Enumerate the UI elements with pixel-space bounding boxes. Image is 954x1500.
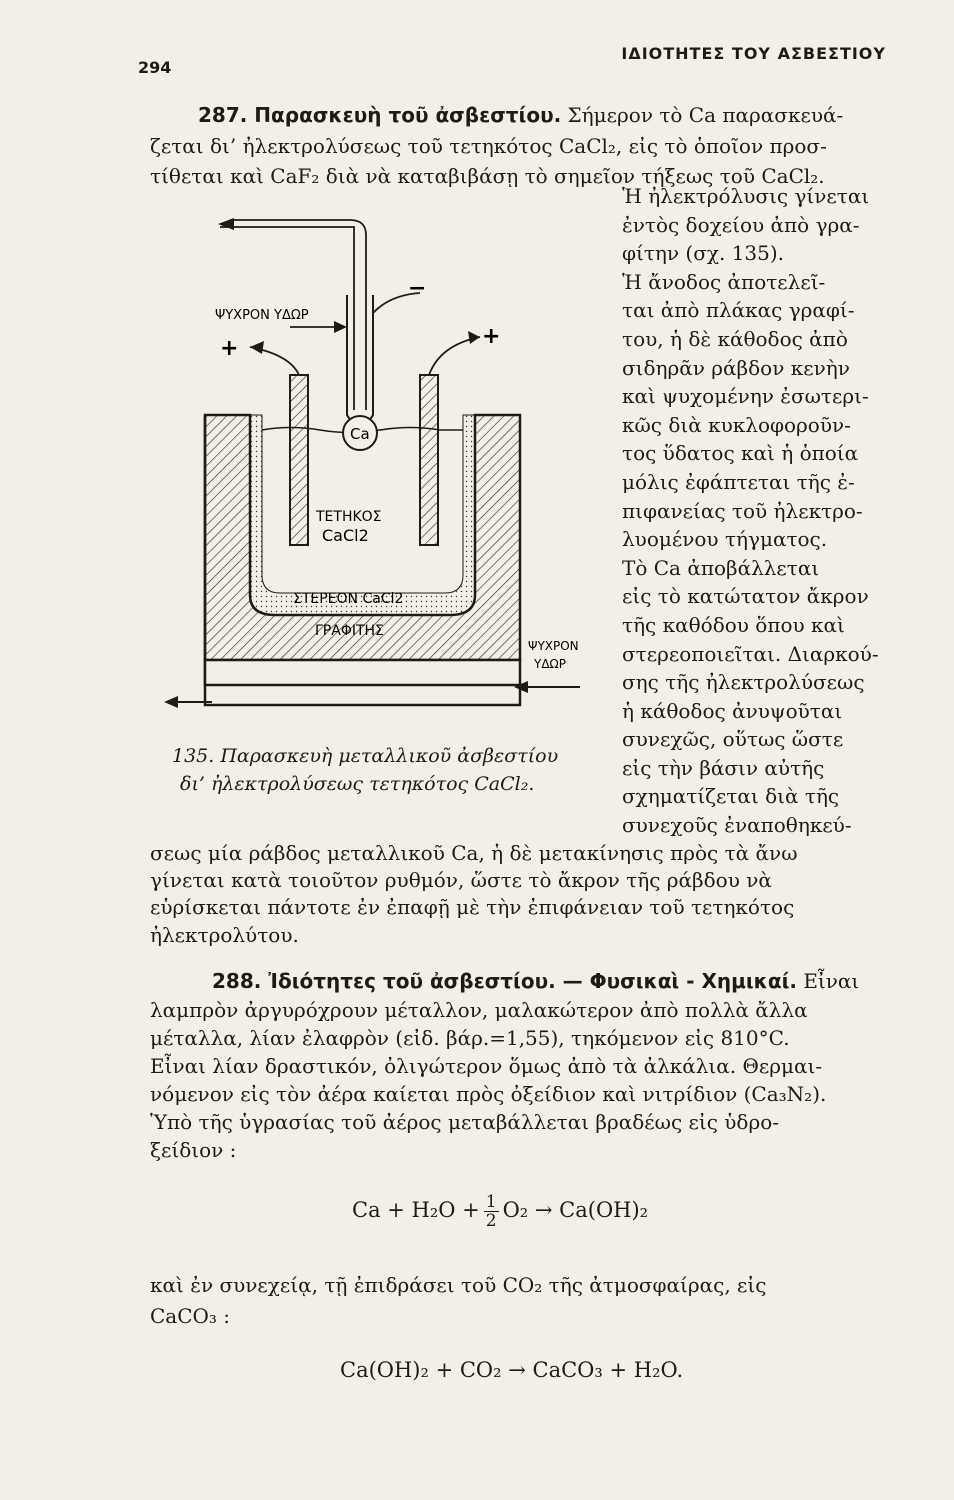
plus-right-arrowhead bbox=[468, 331, 480, 344]
label-cold-water-right-2: ΥΔΩΡ bbox=[534, 657, 566, 671]
section-287-heading: 287. Παρασκευὴ τοῦ ἀσβεστίου. bbox=[198, 103, 562, 127]
column-line: συνεχοῦς ἐναποθηκεύ- bbox=[622, 813, 852, 838]
outlet-arrowhead bbox=[218, 218, 234, 230]
column-line: συνεχῶς, οὕτως ὥστε bbox=[622, 727, 844, 752]
column-line: Τὸ Ca ἀποβάλλεται bbox=[622, 555, 820, 580]
section-287-tail-1: γίνεται κατὰ τοιοῦτον ρυθμόν, ὥστε τὸ ἄκρον τῆς ράβδου νὰ bbox=[150, 868, 772, 892]
anode-right-lead bbox=[429, 337, 480, 375]
equation-1-right: O₂ → Ca(OH)₂ bbox=[502, 1198, 649, 1222]
section-287-line-2: τίθεται καὶ CaF₂ διὰ νὰ καταβιβάσῃ τὸ σημεῖον τήξεως τοῦ CaCl₂. bbox=[150, 164, 825, 188]
anode-left bbox=[290, 375, 308, 545]
column-line: καὶ ψυχομένην ἐσωτερι- bbox=[622, 384, 869, 409]
label-ca: Ca bbox=[350, 425, 370, 443]
equation-1-fraction bbox=[484, 1193, 499, 1230]
section-287-column bbox=[622, 182, 890, 840]
section-287-tail-3: ἠλεκτρολύτου. bbox=[150, 923, 299, 947]
page-number: 294 bbox=[138, 58, 172, 77]
electrolysis-diagram bbox=[150, 215, 600, 740]
column-line: σιδηρᾶν ράβδον κενὴν bbox=[622, 355, 850, 380]
label-minus: − bbox=[408, 276, 427, 301]
section-287-tail-2: εὑρίσκεται πάντοτε ἐν ἐπαφῇ μὲ τὴν ἐπιφάνειαν τοῦ τετηκότος bbox=[150, 895, 795, 919]
plus-left-arrowhead bbox=[250, 341, 264, 354]
section-288-line-1: λαμπρὸν ἀργυρόχρουν μέταλλον, μαλακώτερον ἀπὸ πολλὰ ἄλλα bbox=[150, 998, 808, 1022]
label-molten-1: ΤΕΤΗΚΟΣ bbox=[316, 509, 382, 525]
figure-caption-line-2: δι’ ἠλεκτρολύσεως τετηκότος CaCl₂. bbox=[180, 773, 535, 795]
column-line: εἰς τὴν βάσιν αὐτῆς bbox=[622, 755, 825, 780]
crucible-base bbox=[205, 660, 520, 685]
section-287-first-line bbox=[198, 102, 898, 128]
column-line: ἡ κάθοδος ἀνυψοῦται bbox=[622, 698, 843, 723]
section-288-line-0: Εἶναι bbox=[796, 969, 860, 993]
column-line: ται ἀπὸ πλάκας γραφί- bbox=[622, 298, 855, 323]
section-288-middle-0: καὶ ἐν συνεχείᾳ, τῇ ἐπιδράσει τοῦ CO₂ τῆς ἀτμοσφαίρας, εἰς bbox=[150, 1273, 767, 1297]
water-out-arrowhead bbox=[164, 696, 178, 708]
cathode-inner bbox=[354, 235, 366, 410]
column-line: Ἡ ἠλεκτρόλυσις γίνεται bbox=[622, 184, 870, 208]
column-line: εἰς τὸ κατώτατον ἄκρον bbox=[622, 584, 869, 609]
column-line: στερεοποιεῖται. Διαρκού- bbox=[622, 641, 879, 666]
label-solid: ΣΤΕΡΕΟΝ CaCl2 bbox=[293, 591, 404, 607]
section-287-tail-0: σεως μία ράβδος μεταλλικοῦ Ca, ἡ δὲ μετακίνησις πρὸς τὰ ἄνω bbox=[150, 841, 798, 865]
section-288-middle-1: CaCO₃ : bbox=[150, 1304, 231, 1328]
column-line: σχηματίζεται διὰ τῆς bbox=[622, 784, 840, 809]
label-plus-left: + bbox=[220, 336, 239, 361]
label-plus-right: + bbox=[482, 324, 501, 349]
section-288-line-4: νόμενον εἰς τὸν ἀέρα καίεται πρὸς ὀξείδιον καὶ νιτρίδιον (Ca₃N₂). bbox=[150, 1082, 827, 1106]
column-line: τος ὕδατος καὶ ἡ ὁποία bbox=[622, 441, 859, 466]
section-288-line-3: Εἶναι λίαν δραστικόν, ὀλιγώτερον ὅμως ἀπὸ τὰ ἀλκάλια. Θερμαι- bbox=[150, 1054, 823, 1078]
column-line: φίτην (σχ. 135). bbox=[622, 241, 785, 266]
label-cold-water-top: ΨΥΧΡΟΝ ΥΔΩΡ bbox=[215, 308, 309, 323]
column-line: μόλις ἐφάπτεται τῆς ἐ- bbox=[622, 469, 855, 494]
column-line: κῶς διὰ κυκλοφοροῦν- bbox=[622, 412, 851, 437]
section-288-first-line bbox=[212, 968, 902, 994]
label-molten-2: CaCl2 bbox=[322, 526, 369, 545]
label-cold-water-right-1: ΨΥΧΡΟΝ bbox=[528, 639, 579, 653]
figure-caption-line-1: 135. Παρασκευὴ μεταλλικοῦ ἀσβεστίου bbox=[172, 745, 559, 767]
column-line: πιφανείας τοῦ ἠλεκτρο- bbox=[622, 498, 863, 523]
column-line: σης τῆς ἠλεκτρολύσεως bbox=[622, 670, 865, 695]
section-288-line-2: μέταλλα, λίαν ἐλαφρὸν (εἰδ. βάρ.=1,55), τηκόμενον εἰς 810°C. bbox=[150, 1026, 790, 1050]
section-288-line-6: ξείδιον : bbox=[150, 1138, 237, 1162]
outlet-tube bbox=[220, 227, 354, 235]
equation-1 bbox=[352, 1193, 648, 1230]
figure-caption bbox=[172, 742, 558, 798]
anode-right bbox=[420, 375, 438, 545]
cathode-outer bbox=[347, 295, 373, 426]
column-line: ἐντὸς δοχείου ἀπὸ γρα- bbox=[622, 212, 860, 237]
column-line: του, ἡ δὲ κάθοδος ἀπὸ bbox=[622, 326, 848, 351]
running-title: ΙΔΙΟΤΗΤΕΣ ΤΟΥ ΑΣΒΕΣΤΙΟΥ bbox=[621, 44, 886, 63]
section-288-line-5: Ὑπὸ τῆς ὑγρασίας τοῦ ἀέρος μεταβάλλεται βραδέως εἰς ὑδρο- bbox=[150, 1110, 780, 1134]
label-graphite: ΓΡΑΦΙΤΗΣ bbox=[315, 623, 384, 639]
section-287-line-0: Σήμερον τὸ Ca παρασκευά- bbox=[561, 103, 844, 127]
equation-1-left: Ca + H₂O + bbox=[352, 1198, 480, 1222]
fraction-denominator: 2 bbox=[485, 1211, 497, 1231]
column-line: τῆς καθόδου ὅπου καὶ bbox=[622, 612, 845, 637]
section-288-heading: 288. Ἰδιότητες τοῦ ἀσβεστίου. — Φυσικαὶ - Χημικαί. bbox=[212, 969, 797, 993]
column-line: λυομένου τήγματος. bbox=[622, 527, 828, 552]
fraction-numerator: 1 bbox=[485, 1192, 497, 1212]
column-line: Ἡ ἄνοδος ἀποτελεῖ- bbox=[622, 269, 826, 294]
inlet-arrowhead bbox=[334, 321, 347, 333]
equation-2: Ca(OH)₂ + CO₂ → CaCO₃ + H₂O. bbox=[340, 1358, 684, 1382]
section-287-line-1: ζεται δι’ ἠλεκτρολύσεως τοῦ τετηκότος CaCl₂, εἰς τὸ ὁποῖον προσ- bbox=[150, 134, 827, 158]
